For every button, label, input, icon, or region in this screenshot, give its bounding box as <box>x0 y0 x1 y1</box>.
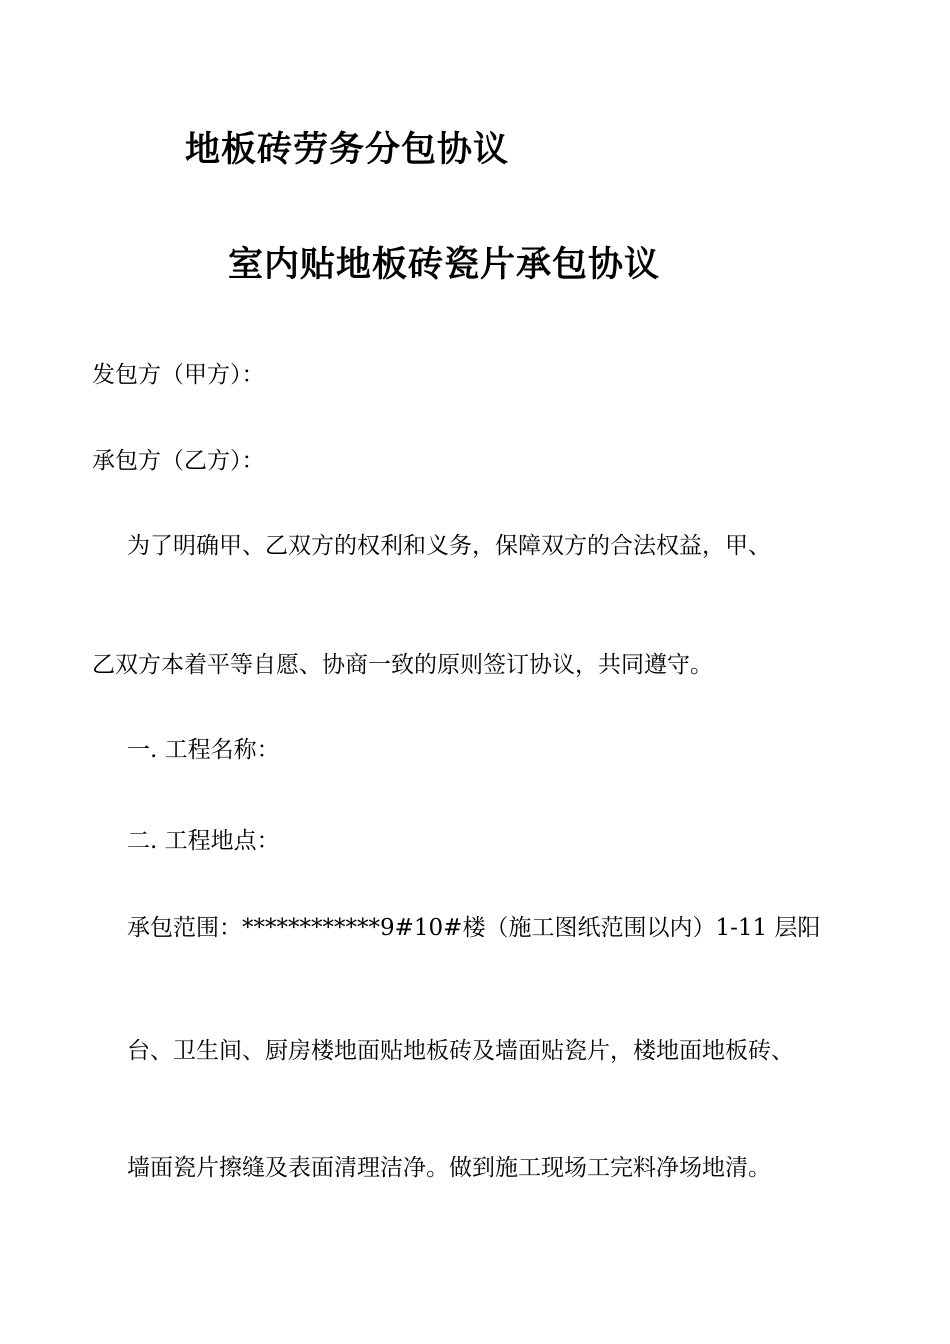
party-b-label: 承包方（乙方）： <box>92 448 265 474</box>
preamble-line-1: 为了明确甲、乙双方的权利和义务，保障双方的合法权益，甲、 <box>127 533 771 559</box>
scope-line-3: 墙面瓷片擦缝及表面清理洁净。做到施工现场工完料净场地清。 <box>127 1155 771 1181</box>
section-project-name: 一. 工程名称： <box>127 737 280 763</box>
party-a-label: 发包方（甲方）： <box>92 362 265 388</box>
scope-line-2: 台、卫生间、厨房楼地面贴地板砖及墙面贴瓷片，楼地面地板砖、 <box>127 1038 794 1064</box>
section-project-location: 二. 工程地点： <box>127 828 280 854</box>
preamble-line-2: 乙双方本着平等自愿、协商一致的原则签订协议，共同遵守。 <box>92 652 713 678</box>
document-title: 地板砖劳务分包协议 <box>185 130 510 170</box>
document-subtitle: 室内贴地板砖瓷片承包协议 <box>228 245 661 285</box>
scope-line-1: 承包范围：************9#10#楼（施工图纸范围以内）1-11 层阳 <box>127 915 821 941</box>
